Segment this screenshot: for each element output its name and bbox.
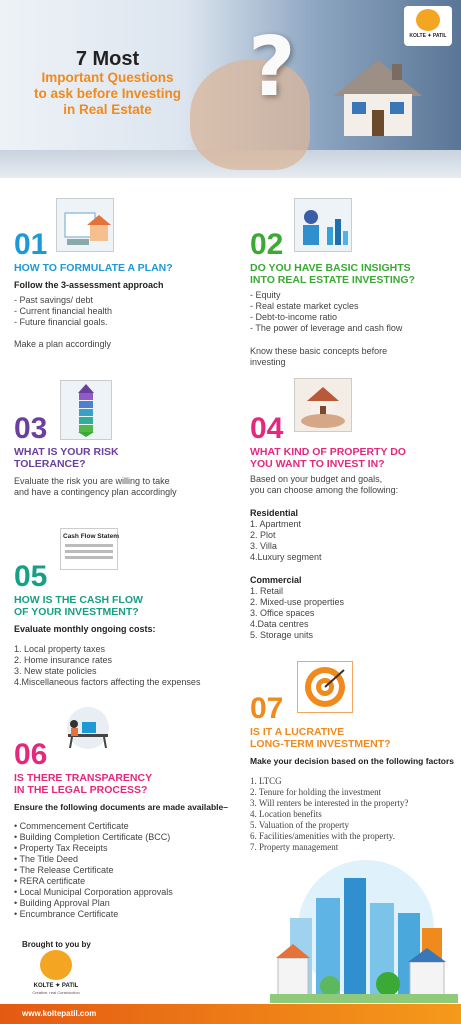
- section-03-question-line1: WHAT IS YOUR RISK: [14, 446, 119, 458]
- sun-icon: [416, 9, 440, 31]
- section-04: [250, 414, 455, 641]
- list-item: - Real estate market cycles: [250, 301, 359, 311]
- section-04-text-line1: Based on your budget and goals,: [250, 474, 383, 484]
- list-item: 5. Storage units: [250, 630, 314, 640]
- list-item: • Commencement Certificate: [14, 821, 129, 831]
- list-item: 4.Miscellaneous factors affecting the expenses: [14, 677, 201, 687]
- section-06-question-line1: IS THERE TRANSPARENCY: [14, 772, 153, 784]
- section-03: [14, 414, 234, 498]
- section-02-outro-line2: investing: [250, 357, 286, 367]
- logo-text: KOLTE ✦ PATIL: [33, 983, 79, 989]
- section-05: [14, 562, 239, 688]
- section-07-intro: Make your decision based on the following factors: [250, 756, 455, 766]
- section-03-question-line2: TOLERANCE?: [14, 458, 86, 470]
- list-item: 5. Valuation of the property: [250, 820, 350, 830]
- sun-icon: [40, 950, 72, 980]
- hero-title-line3: to ask before Investing: [33, 86, 182, 101]
- logo-text: KOLTE ✦ PATIL: [409, 33, 447, 39]
- section-03-number: 03: [14, 412, 48, 445]
- list-item: - Future financial goals.: [14, 317, 108, 327]
- question-mark-graphic: ?: [248, 20, 296, 115]
- section-07-number: 07: [250, 692, 284, 725]
- list-item: 6. Facilities/amenities with the property.: [250, 831, 395, 841]
- section-02-list: [250, 290, 455, 334]
- commercial-list: [250, 586, 455, 641]
- section-06: [14, 740, 234, 920]
- list-item: 3. Villa: [250, 541, 277, 551]
- section-05-question-line2: OF YOUR INVESTMENT?: [14, 606, 139, 618]
- list-item: • Building Approval Plan: [14, 898, 110, 908]
- list-item: • The Title Deed: [14, 854, 79, 864]
- hero-banner: [0, 0, 461, 178]
- section-01: [14, 230, 229, 350]
- logo-tagline: Creative. real Construction: [32, 990, 80, 995]
- hero-title-line4: in Real Estate: [63, 102, 152, 117]
- commercial-title: Commercial: [250, 575, 302, 585]
- list-item: 7. Property management: [250, 842, 339, 852]
- list-item: 4. Location benefits: [250, 809, 322, 819]
- city-illustration: [270, 858, 458, 1003]
- section-06-list: [14, 821, 234, 920]
- section-05-number: 05: [14, 560, 48, 593]
- list-item: - Debt-to-income ratio: [250, 312, 338, 322]
- website-link[interactable]: www.koltepatil.com: [22, 1009, 97, 1018]
- section-06-question-line2: IN THE LEGAL PROCESS?: [14, 784, 148, 796]
- hero-title-line1: 7 Most: [75, 48, 140, 70]
- list-item: 1. LTCG: [250, 776, 282, 786]
- list-item: 1. Apartment: [250, 519, 302, 529]
- section-03-text-line1: Evaluate the risk you are willing to take: [14, 476, 170, 486]
- house-icon: [330, 58, 426, 138]
- section-02-question-line2: INTO REAL ESTATE INVESTING?: [250, 274, 415, 286]
- footer-bar: [0, 1004, 461, 1024]
- section-01-question: HOW TO FORMULATE A PLAN?: [14, 262, 173, 274]
- section-01-outro: Make a plan accordingly: [14, 339, 112, 349]
- section-01-intro: Follow the 3-assessment approach: [14, 280, 164, 290]
- section-05-intro: Evaluate monthly ongoing costs:: [14, 624, 156, 634]
- list-item: 2. Tenure for holding the investment: [250, 787, 382, 797]
- list-item: • Encumbrance Certificate: [14, 909, 119, 919]
- section-06-number: 06: [14, 738, 48, 771]
- list-item: 2. Mixed-use properties: [250, 597, 345, 607]
- section-05-question-line1: HOW IS THE CASH FLOW: [14, 594, 143, 606]
- list-item: - Equity: [250, 290, 281, 300]
- list-item: 3. Office spaces: [250, 608, 315, 618]
- brought-to-you-label: Brought to you by: [22, 940, 91, 949]
- kolte-patil-bottom-logo[interactable]: [30, 950, 82, 998]
- list-item: 2. Home insurance rates: [14, 655, 113, 665]
- section-07: [250, 694, 455, 853]
- section-01-list: [14, 295, 229, 328]
- hero-title-line2: Important Questions: [41, 70, 174, 85]
- section-05-list: [14, 644, 239, 688]
- section-02-number: 02: [250, 228, 284, 261]
- list-item: 1. Retail: [250, 586, 284, 596]
- list-item: 4.Data centres: [250, 619, 309, 629]
- section-04-question-line2: YOU WANT TO INVEST IN?: [250, 458, 385, 470]
- section-04-question-line1: WHAT KIND OF PROPERTY DO: [250, 446, 406, 458]
- list-item: • Local Municipal Corporation approvals: [14, 887, 173, 897]
- kolte-patil-logo[interactable]: [404, 6, 452, 46]
- section-04-number: 04: [250, 412, 284, 445]
- residential-title: Residential: [250, 508, 299, 518]
- list-item: 3. New state policies: [14, 666, 97, 676]
- list-item: 4.Luxury segment: [250, 552, 322, 562]
- list-item: - Current financial health: [14, 306, 113, 316]
- section-07-question-line1: IS IT A LUCRATIVE: [250, 726, 345, 738]
- list-item: • Property Tax Receipts: [14, 843, 108, 853]
- section-01-number: 01: [14, 228, 48, 261]
- section-03-text-line2: and have a contingency plan accordingly: [14, 487, 177, 497]
- residential-list: [250, 519, 455, 563]
- section-02-question-line1: DO YOU HAVE BASIC INSIGHTS: [250, 262, 411, 274]
- section-02-outro-line1: Know these basic concepts before: [250, 346, 388, 356]
- cash-flow-statement-label: Cash Flow Statem: [63, 533, 119, 540]
- list-item: - The power of leverage and cash flow: [250, 323, 403, 333]
- list-item: - Past savings/ debt: [14, 295, 94, 305]
- list-item: 3. Will renters be interested in the property?: [250, 798, 409, 808]
- section-07-list: [250, 776, 455, 853]
- section-04-text-line2: you can choose among the following:: [250, 485, 399, 495]
- list-item: • Building Completion Certificate (BCC): [14, 832, 171, 842]
- section-07-question-line2: LONG-TERM INVESTMENT?: [250, 738, 391, 750]
- list-item: • The Release Certificate: [14, 865, 114, 875]
- hero-title: [0, 48, 215, 118]
- list-item: 1. Local property taxes: [14, 644, 106, 654]
- section-02: [250, 230, 455, 368]
- list-item: 2. Plot: [250, 530, 276, 540]
- section-06-intro: Ensure the following documents are made available–: [14, 802, 228, 812]
- list-item: • RERA certificate: [14, 876, 86, 886]
